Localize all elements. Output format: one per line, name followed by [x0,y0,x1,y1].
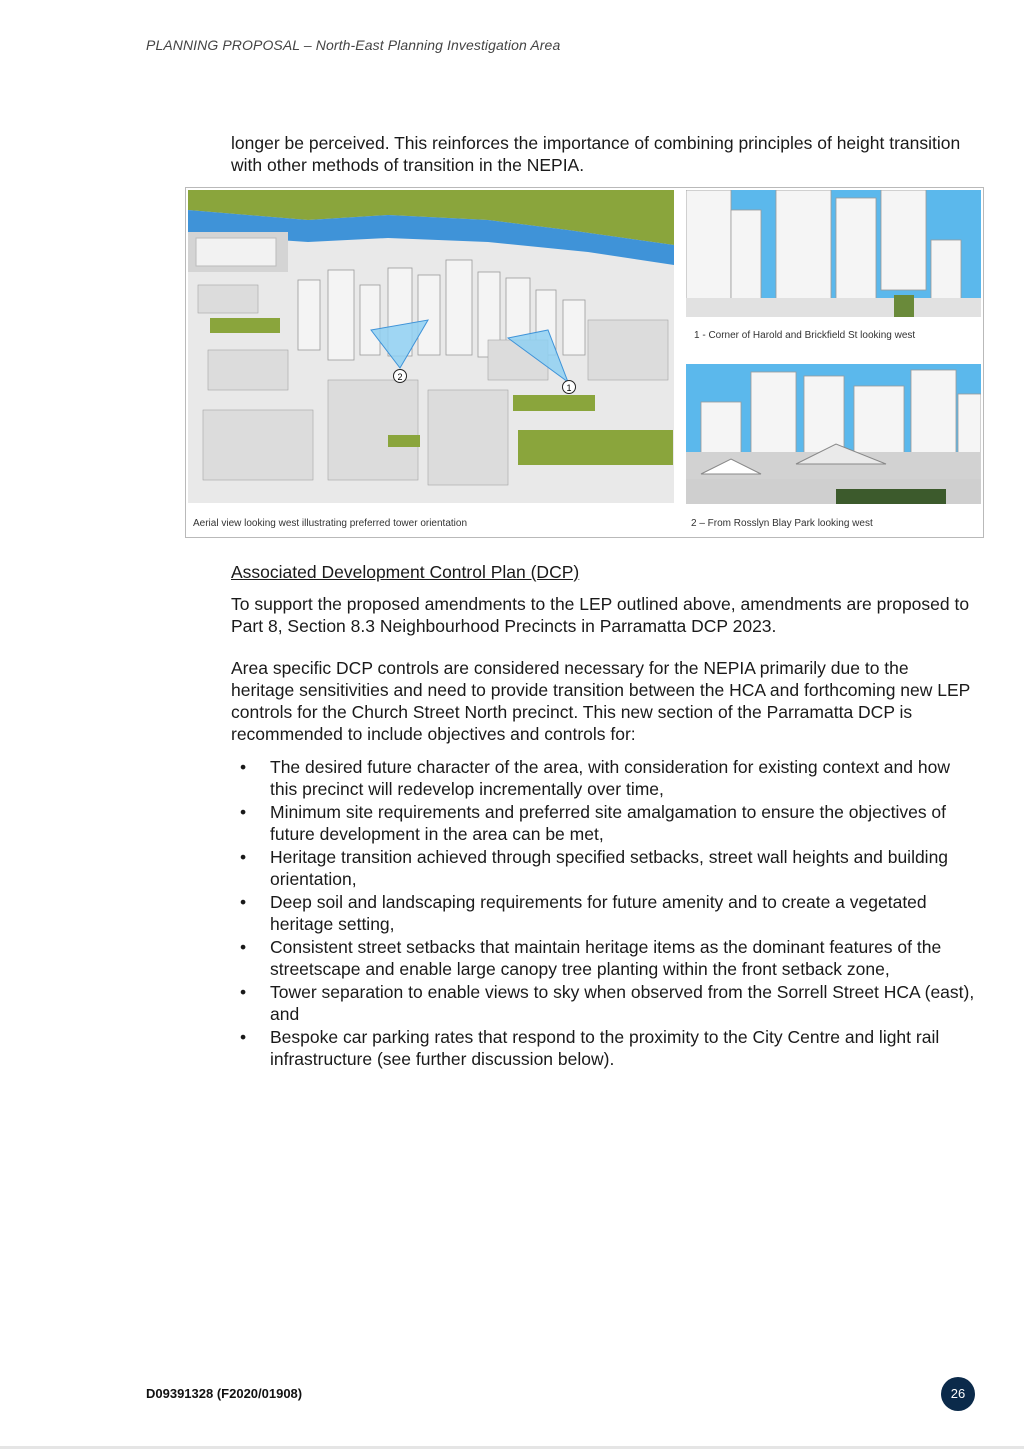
intro-paragraph: longer be perceived. This reinforces the importance of combining principles of height transition with other methods of transition in the NEPIA. [231,133,961,175]
aerial-view-image [188,190,674,503]
bullet-marker: • [240,757,247,777]
list-item: • The desired future character of the area, with consideration for existing context and how this precinct will redevelop incrementally over time, [240,757,950,799]
bullet-marker: • [240,892,247,912]
aerial-marker-1: 1 [566,383,572,393]
list-item: • Heritage transition achieved through specified setbacks, street wall heights and building orientation, [240,847,949,889]
view-1-image [686,190,981,317]
bullet-marker: • [240,802,247,822]
view-2-caption: 2 – From Rosslyn Blay Park looking west [691,518,873,529]
bullet-marker: • [240,847,247,867]
bullet-marker: • [240,937,247,957]
bullet-list [231,756,976,1071]
aerial-marker-2: 2 [397,372,403,382]
list-item: • Deep soil and landscaping requirements for future amenity and to create a vegetated heritage setting, [240,892,927,934]
view-1-caption: 1 - Corner of Harold and Brickfield St looking west [694,330,916,341]
paragraph-2: Area specific DCP controls are considered necessary for the NEPIA primarily due to the heritage sensitivities and need to provide transition between the HCA and forthcoming new LEP controls for the Church Street North precinct. This new section of the Parramatta DCP is recommended to include objectives and controls for: [231,658,971,744]
paragraph-1: To support the proposed amendments to the LEP outlined above, amendments are proposed to Part 8, Section 8.3 Neighbourhood Precincts in Parramatta DCP 2023. [231,594,970,636]
view-2-image [686,364,981,504]
list-item: • Bespoke car parking rates that respond to the proximity to the City Centre and light rail infrastructure (see further discussion below). [240,1027,940,1069]
page-number-badge: 26 [941,1377,975,1411]
list-item: • Minimum site requirements and preferred site amalgamation to ensure the objectives of future development in the area can be met, [240,802,947,844]
list-item: • Tower separation to enable views to sky when observed from the Sorrell Street HCA (east), and [240,982,975,1024]
section-heading: Associated Development Control Plan (DCP) [231,562,580,582]
page-header: PLANNING PROPOSAL – North-East Planning Investigation Area [146,37,561,53]
document-reference: D09391328 (F2020/01908) [146,1386,303,1401]
bullet-marker: • [240,1027,247,1047]
bullet-marker: • [240,982,247,1002]
figure-panel [185,187,984,538]
aerial-view-caption: Aerial view looking west illustrating preferred tower orientation [193,518,468,529]
list-item: • Consistent street setbacks that maintain heritage items as the dominant features of the streetscape and enable large canopy tree planting within the front setback zone, [240,937,942,979]
